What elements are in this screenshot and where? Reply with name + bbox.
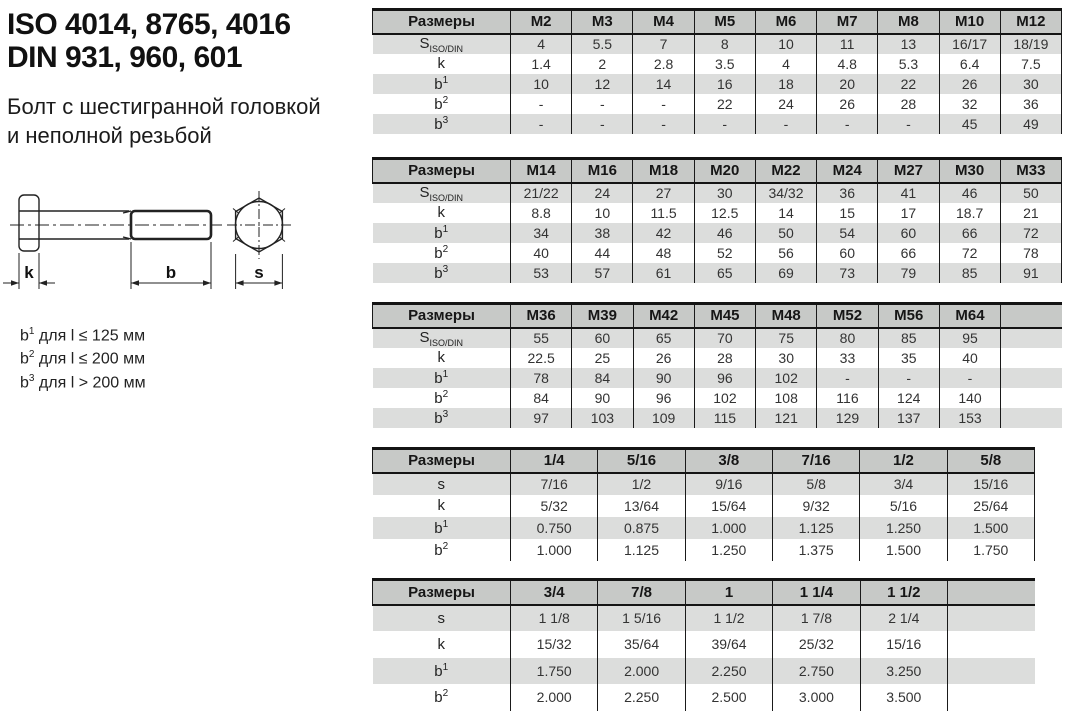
column-header: M39 — [572, 304, 633, 328]
column-header: Размеры — [373, 580, 511, 605]
value-cell: 25/32 — [773, 631, 860, 658]
value-cell: - — [633, 94, 694, 114]
value-cell: 109 — [633, 408, 694, 428]
footnote-b3: $b^3$ для l > 200 мм — [20, 372, 146, 391]
value-cell: 4 — [511, 34, 572, 54]
footnotes — [20, 322, 146, 392]
column-header: 7/16 — [772, 449, 859, 473]
row-label: $S_{ISO/DIN}$ — [373, 328, 511, 348]
value-cell: 22 — [694, 94, 755, 114]
value-cell: 50 — [755, 223, 816, 243]
column-header: M27 — [878, 159, 939, 183]
value-cell: 96 — [694, 368, 755, 388]
value-cell: 1.750 — [947, 539, 1034, 561]
column-header: 3/8 — [685, 449, 772, 473]
value-cell: 12.5 — [694, 203, 755, 223]
value-cell: 21/22 — [511, 183, 572, 203]
value-cell: 1.250 — [860, 517, 947, 539]
value-cell: 103 — [572, 408, 633, 428]
row-label: s — [373, 605, 511, 632]
value-cell: 1.750 — [511, 658, 598, 685]
value-cell: - — [572, 94, 633, 114]
value-cell: 96 — [633, 388, 694, 408]
value-cell: 1.125 — [598, 539, 685, 561]
column-header: M56 — [878, 304, 939, 328]
value-cell: 85 — [878, 328, 939, 348]
value-cell: 22.5 — [511, 348, 572, 368]
value-cell: 22 — [878, 74, 939, 94]
value-cell: 52 — [694, 243, 755, 263]
value-cell: 3.000 — [773, 684, 860, 711]
value-cell: 24 — [755, 94, 816, 114]
dimension-table-5 — [372, 578, 1035, 711]
value-cell — [948, 631, 1035, 658]
row-label: $b^3$ — [373, 114, 511, 134]
value-cell: 7/16 — [511, 473, 598, 495]
column-header: M30 — [939, 159, 1000, 183]
value-cell: 61 — [633, 263, 694, 283]
value-cell: 35 — [878, 348, 939, 368]
value-cell: 10 — [572, 203, 633, 223]
value-cell: 78 — [1000, 243, 1061, 263]
value-cell: 36 — [817, 183, 878, 203]
value-cell: 1.125 — [772, 517, 859, 539]
title-block — [7, 8, 291, 74]
bolt-technical-drawing — [0, 186, 320, 311]
value-cell: 2 — [572, 54, 633, 74]
value-cell: 65 — [694, 263, 755, 283]
column-header: M48 — [756, 304, 817, 328]
column-header: M12 — [1000, 10, 1061, 34]
row-label: $S_{ISO/DIN}$ — [373, 34, 511, 54]
row-label: k — [373, 631, 511, 658]
hex-head-end-view — [227, 191, 291, 259]
value-cell: 27 — [633, 183, 694, 203]
value-cell: 2.000 — [511, 684, 598, 711]
value-cell: 140 — [939, 388, 1000, 408]
value-cell: 7 — [633, 34, 694, 54]
value-cell: 5/16 — [860, 495, 947, 517]
value-cell: 15/64 — [685, 495, 772, 517]
row-label: k — [373, 495, 511, 517]
product-description-line1: Болт с шестигранной головкой — [7, 94, 321, 119]
value-cell: 44 — [572, 243, 633, 263]
value-cell: 1.4 — [511, 54, 572, 74]
value-cell: 69 — [755, 263, 816, 283]
value-cell — [1001, 388, 1062, 408]
value-cell: 30 — [694, 183, 755, 203]
value-cell: - — [817, 368, 878, 388]
dimension-lines — [3, 242, 282, 289]
column-header: 1 1/2 — [860, 580, 947, 605]
value-cell: 34/32 — [755, 183, 816, 203]
column-header: M6 — [755, 10, 816, 34]
dim-label-k: k — [24, 263, 34, 282]
column-header: M18 — [633, 159, 694, 183]
value-cell: 2.250 — [598, 684, 685, 711]
value-cell: 26 — [633, 348, 694, 368]
column-header: M10 — [939, 10, 1000, 34]
value-cell: 1 5/16 — [598, 605, 685, 632]
product-description-line2: и неполной резьбой — [7, 123, 212, 148]
value-cell: 26 — [939, 74, 1000, 94]
value-cell: 66 — [939, 223, 1000, 243]
value-cell: 4 — [755, 54, 816, 74]
value-cell: 90 — [633, 368, 694, 388]
row-label: $b^2$ — [373, 539, 511, 561]
column-header: M45 — [694, 304, 755, 328]
value-cell: 15/32 — [511, 631, 598, 658]
column-header: 1 1/4 — [773, 580, 860, 605]
column-header: M52 — [817, 304, 878, 328]
value-cell: 16 — [694, 74, 755, 94]
value-cell: 32 — [939, 94, 1000, 114]
value-cell: 121 — [756, 408, 817, 428]
value-cell: 97 — [511, 408, 572, 428]
value-cell: 55 — [511, 328, 572, 348]
value-cell: 34 — [511, 223, 572, 243]
row-label: $b^1$ — [373, 517, 511, 539]
value-cell: 66 — [878, 243, 939, 263]
row-label: k — [373, 348, 511, 368]
value-cell: - — [878, 114, 939, 134]
dim-label-b: b — [165, 263, 177, 282]
value-cell: - — [511, 114, 572, 134]
value-cell: 39/64 — [685, 631, 772, 658]
value-cell: 45 — [939, 114, 1000, 134]
dimension-table-4 — [372, 447, 1035, 561]
value-cell: 24 — [572, 183, 633, 203]
value-cell: - — [817, 114, 878, 134]
value-cell: 46 — [939, 183, 1000, 203]
value-cell: 73 — [817, 263, 878, 283]
row-label: $b^2$ — [373, 684, 511, 711]
value-cell: 108 — [756, 388, 817, 408]
value-cell: 11.5 — [633, 203, 694, 223]
column-header: M14 — [511, 159, 572, 183]
value-cell: 57 — [572, 263, 633, 283]
product-description — [7, 92, 321, 150]
value-cell: 28 — [694, 348, 755, 368]
column-header: M22 — [755, 159, 816, 183]
value-cell: 1.500 — [860, 539, 947, 561]
value-cell: 78 — [511, 368, 572, 388]
value-cell: 0.750 — [511, 517, 598, 539]
value-cell: 80 — [817, 328, 878, 348]
column-header: M20 — [694, 159, 755, 183]
value-cell: 124 — [878, 388, 939, 408]
column-header: M24 — [817, 159, 878, 183]
value-cell: 3.250 — [860, 658, 947, 685]
value-cell: 18 — [755, 74, 816, 94]
row-label: $S_{ISO/DIN}$ — [373, 183, 511, 203]
value-cell: - — [755, 114, 816, 134]
column-header: M4 — [633, 10, 694, 34]
value-cell — [1001, 328, 1062, 348]
value-cell — [1001, 408, 1062, 428]
row-label: s — [373, 473, 511, 495]
column-header: M42 — [633, 304, 694, 328]
row-label: $b^1$ — [373, 223, 511, 243]
value-cell: - — [694, 114, 755, 134]
dim-label-s: s — [254, 263, 264, 282]
row-label: k — [373, 54, 511, 74]
value-cell: 1.375 — [772, 539, 859, 561]
row-label: $b^2$ — [373, 388, 511, 408]
column-header: 7/8 — [598, 580, 685, 605]
value-cell: 28 — [878, 94, 939, 114]
value-cell: 9/16 — [685, 473, 772, 495]
value-cell: 1/2 — [598, 473, 685, 495]
value-cell: 1.000 — [685, 517, 772, 539]
row-label: $b^2$ — [373, 94, 511, 114]
value-cell: 38 — [572, 223, 633, 243]
column-header: M8 — [878, 10, 939, 34]
value-cell: 14 — [755, 203, 816, 223]
value-cell: 102 — [694, 388, 755, 408]
value-cell: - — [572, 114, 633, 134]
value-cell: 153 — [939, 408, 1000, 428]
value-cell: 36 — [1000, 94, 1061, 114]
column-header: M36 — [511, 304, 572, 328]
value-cell: 1 1/8 — [511, 605, 598, 632]
value-cell — [1001, 348, 1062, 368]
column-header: M33 — [1000, 159, 1061, 183]
value-cell: 56 — [755, 243, 816, 263]
value-cell: 116 — [817, 388, 878, 408]
value-cell: 70 — [694, 328, 755, 348]
row-label: k — [373, 203, 511, 223]
value-cell — [948, 658, 1035, 685]
column-header: M5 — [694, 10, 755, 34]
value-cell: 18.7 — [939, 203, 1000, 223]
footnote-b1: $b^1$ для l ≤ 125 мм — [20, 326, 146, 345]
value-cell: 60 — [878, 223, 939, 243]
column-header-empty — [1001, 304, 1062, 328]
column-header: M3 — [572, 10, 633, 34]
value-cell: 46 — [694, 223, 755, 243]
value-cell: 2.750 — [773, 658, 860, 685]
value-cell: 8.8 — [511, 203, 572, 223]
value-cell: 79 — [878, 263, 939, 283]
value-cell: 2 1/4 — [860, 605, 947, 632]
column-header: 5/16 — [598, 449, 685, 473]
value-cell: 95 — [939, 328, 1000, 348]
dimension-table-2 — [372, 157, 1062, 283]
row-label: $b^1$ — [373, 658, 511, 685]
value-cell: 2.500 — [685, 684, 772, 711]
column-header: Размеры — [373, 304, 511, 328]
value-cell: 13/64 — [598, 495, 685, 517]
value-cell: 53 — [511, 263, 572, 283]
value-cell: - — [878, 368, 939, 388]
value-cell: 5.3 — [878, 54, 939, 74]
row-label: $b^3$ — [373, 408, 511, 428]
value-cell: 75 — [756, 328, 817, 348]
value-cell: 0.875 — [598, 517, 685, 539]
column-header: 1 — [685, 580, 772, 605]
value-cell: 3/4 — [860, 473, 947, 495]
value-cell: 10 — [511, 74, 572, 94]
column-header: M2 — [511, 10, 572, 34]
column-header: M7 — [817, 10, 878, 34]
column-header: 5/8 — [947, 449, 1034, 473]
column-header: M64 — [939, 304, 1000, 328]
value-cell: 26 — [817, 94, 878, 114]
value-cell: 18/19 — [1000, 34, 1061, 54]
value-cell: 72 — [939, 243, 1000, 263]
value-cell: - — [939, 368, 1000, 388]
column-header: 3/4 — [511, 580, 598, 605]
value-cell: 16/17 — [939, 34, 1000, 54]
row-label: $b^1$ — [373, 368, 511, 388]
value-cell: 60 — [817, 243, 878, 263]
column-header: Размеры — [373, 159, 511, 183]
row-label: $b^1$ — [373, 74, 511, 94]
value-cell: 11 — [817, 34, 878, 54]
column-header: 1/2 — [860, 449, 947, 473]
value-cell: 12 — [572, 74, 633, 94]
value-cell: 72 — [1000, 223, 1061, 243]
value-cell: 35/64 — [598, 631, 685, 658]
value-cell: 42 — [633, 223, 694, 243]
value-cell: 91 — [1000, 263, 1061, 283]
column-header: 1/4 — [511, 449, 598, 473]
value-cell: 1.500 — [947, 517, 1034, 539]
value-cell: 17 — [878, 203, 939, 223]
value-cell: 25/64 — [947, 495, 1034, 517]
value-cell: 15/16 — [947, 473, 1034, 495]
value-cell: 30 — [1000, 74, 1061, 94]
value-cell: 9/32 — [772, 495, 859, 517]
value-cell: - — [511, 94, 572, 114]
value-cell: 6.4 — [939, 54, 1000, 74]
value-cell: 14 — [633, 74, 694, 94]
value-cell: 50 — [1000, 183, 1061, 203]
value-cell: 3.500 — [860, 684, 947, 711]
dimension-table-3 — [372, 302, 1062, 428]
value-cell: 2.000 — [598, 658, 685, 685]
column-header: Размеры — [373, 10, 511, 34]
value-cell: 1 7/8 — [773, 605, 860, 632]
value-cell: 60 — [572, 328, 633, 348]
value-cell: 5/8 — [772, 473, 859, 495]
dimension-table-1 — [372, 8, 1062, 134]
value-cell: 40 — [511, 243, 572, 263]
value-cell: 54 — [817, 223, 878, 243]
value-cell: 2.8 — [633, 54, 694, 74]
value-cell: 84 — [511, 388, 572, 408]
column-header: Размеры — [373, 449, 511, 473]
value-cell: - — [633, 114, 694, 134]
value-cell: 85 — [939, 263, 1000, 283]
row-label: $b^2$ — [373, 243, 511, 263]
value-cell: 7.5 — [1000, 54, 1061, 74]
column-header: M16 — [572, 159, 633, 183]
value-cell — [948, 605, 1035, 632]
value-cell: 15/16 — [860, 631, 947, 658]
value-cell: 21 — [1000, 203, 1061, 223]
value-cell: 65 — [633, 328, 694, 348]
value-cell: 102 — [756, 368, 817, 388]
value-cell: 8 — [694, 34, 755, 54]
footnote-b2: $b^2$ для l ≤ 200 мм — [20, 349, 146, 368]
value-cell: 1.000 — [511, 539, 598, 561]
value-cell: 1 1/2 — [685, 605, 772, 632]
value-cell: 30 — [756, 348, 817, 368]
din-standard-title: DIN 931, 960, 601 — [7, 41, 243, 74]
value-cell: 5/32 — [511, 495, 598, 517]
row-label: $b^3$ — [373, 263, 511, 283]
value-cell: 40 — [939, 348, 1000, 368]
value-cell: 2.250 — [685, 658, 772, 685]
value-cell — [1001, 368, 1062, 388]
value-cell: 15 — [817, 203, 878, 223]
value-cell: 129 — [817, 408, 878, 428]
value-cell: 10 — [755, 34, 816, 54]
value-cell: 13 — [878, 34, 939, 54]
column-header-empty — [948, 580, 1035, 605]
value-cell: 3.5 — [694, 54, 755, 74]
value-cell: 33 — [817, 348, 878, 368]
value-cell: 4.8 — [817, 54, 878, 74]
value-cell: 48 — [633, 243, 694, 263]
value-cell: 5.5 — [572, 34, 633, 54]
value-cell: 49 — [1000, 114, 1061, 134]
value-cell — [948, 684, 1035, 711]
value-cell: 41 — [878, 183, 939, 203]
bolt-side-view — [10, 195, 222, 251]
value-cell: 90 — [572, 388, 633, 408]
value-cell: 115 — [694, 408, 755, 428]
value-cell: 84 — [572, 368, 633, 388]
value-cell: 20 — [817, 74, 878, 94]
tables-area — [372, 0, 1067, 720]
value-cell: 25 — [572, 348, 633, 368]
value-cell: 1.250 — [685, 539, 772, 561]
iso-standard-title: ISO 4014, 8765, 4016 — [7, 8, 291, 41]
value-cell: 137 — [878, 408, 939, 428]
